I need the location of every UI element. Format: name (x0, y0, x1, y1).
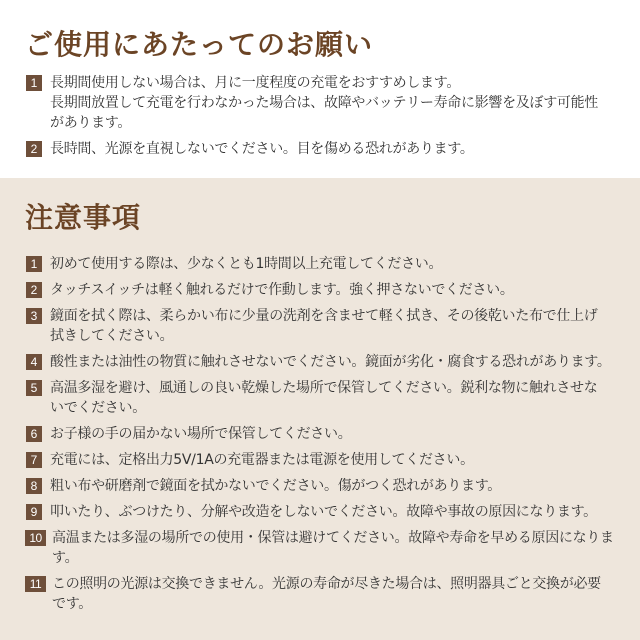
caution-item (0, 378, 640, 418)
item-text-line: 粗い布や研磨剤で鏡面を拭かないでください。傷がつく恐れがあります。 (50, 478, 501, 494)
item-text-line: 初めて使用する際は、少なくとも1時間以上充電してください。 (50, 256, 443, 272)
item-text-line: タッチスイッチは軽く触れるだけで作動します。強く押さないでください。 (50, 282, 514, 298)
item-text-line: 高温または多湿の場所での使用・保管は避けてください。故障や寿命を早める原因になりま (52, 530, 614, 546)
item-text-line: 長期間放置して充電を行わなかった場合は、故障やバッテリー寿命に影響を及ぼす可能性 (50, 95, 598, 111)
usage-section (0, 0, 640, 178)
item-number-badge: 6 (26, 426, 42, 442)
item-text-line: 高温多湿を避け、風通しの良い乾燥した場所で保管してください。鋭利な物に触れさせな (50, 380, 598, 396)
item-number-badge: 8 (26, 478, 42, 494)
item-number-badge: 1 (26, 256, 42, 272)
caution-item (0, 450, 640, 470)
usage-title: ご使用にあたってのお願い (25, 28, 374, 61)
caution-section (0, 178, 640, 640)
item-number-badge: 7 (26, 452, 42, 468)
item-number-badge: 2 (26, 141, 42, 157)
usage-item (0, 139, 640, 159)
item-number-badge: 10 (25, 530, 46, 546)
item-text-line: です。 (52, 596, 92, 612)
item-text-line: 長時間、光源を直視しないでください。目を傷める恐れがあります。 (50, 141, 474, 157)
caution-item (0, 574, 640, 614)
caution-item (0, 528, 640, 568)
caution-title: 注意事項 (25, 201, 142, 234)
item-text-line: 鏡面を拭く際は、柔らかい布に少量の洗剤を含ませて軽く拭き、その後乾いた布で仕上げ (50, 308, 598, 324)
caution-list (0, 254, 640, 620)
item-text-line: 長期間使用しない場合は、月に一度程度の充電をおすすめします。 (50, 75, 461, 91)
caution-item (0, 254, 640, 274)
item-number-badge: 4 (26, 354, 42, 370)
caution-item (0, 352, 640, 372)
item-number-badge: 2 (26, 282, 42, 298)
item-number-badge: 9 (26, 504, 42, 520)
caution-item (0, 476, 640, 496)
item-text-line: 酸性または油性の物質に触れさせないでください。鏡面が劣化・腐食する恐れがあります。 (50, 354, 611, 370)
item-text-line: 拭きしてください。 (50, 328, 174, 344)
caution-item (0, 306, 640, 346)
usage-list (0, 73, 640, 165)
item-text-line: 充電には、定格出力5V/1Aの充電器または電源を使用してください。 (50, 452, 474, 468)
caution-item (0, 424, 640, 444)
item-number-badge: 3 (26, 308, 42, 324)
item-text-line: この照明の光源は交換できません。光源の寿命が尽きた場合は、照明器具ごと交換が必要 (52, 576, 601, 592)
item-number-badge: 1 (26, 75, 42, 91)
usage-item (0, 73, 640, 133)
item-number-badge: 11 (25, 576, 46, 592)
item-text-line: があります。 (50, 115, 132, 131)
item-text-line: 叩いたり、ぶつけたり、分解や改造をしないでください。故障や事故の原因になります。 (50, 504, 597, 520)
item-text-line: いでください。 (50, 400, 146, 416)
caution-item (0, 502, 640, 522)
item-text-line: す。 (52, 550, 79, 566)
item-text-line: お子様の手の届かない場所で保管してください。 (50, 426, 352, 442)
item-number-badge: 5 (26, 380, 42, 396)
caution-item (0, 280, 640, 300)
